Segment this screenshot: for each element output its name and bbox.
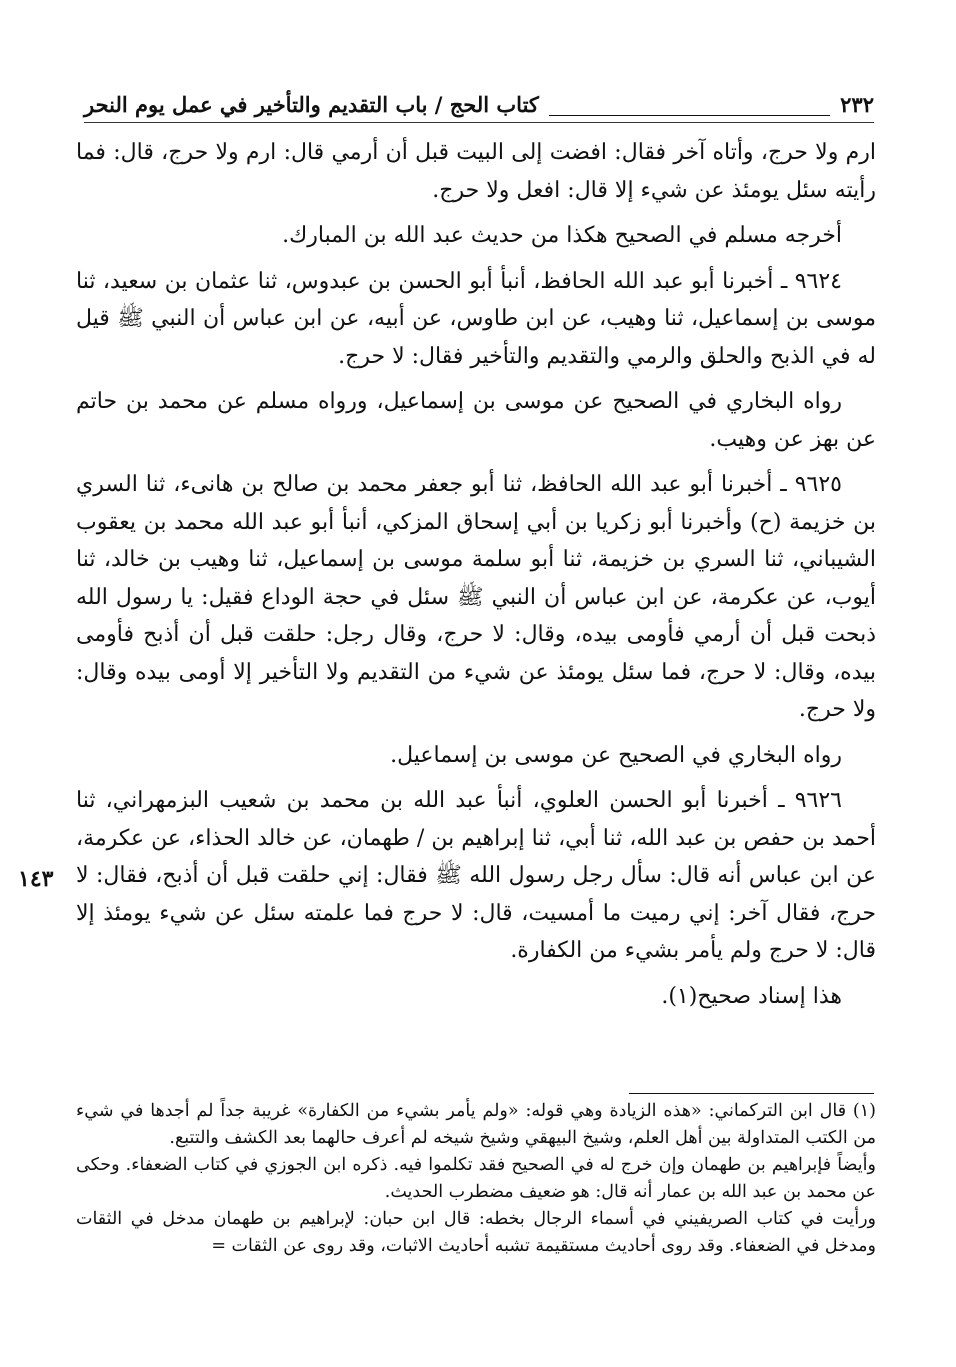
footnote-1-cont-b: ورأيت في كتاب الصريفيني في أسماء الرجال بخطه: قال ابن حبان: لإبراهيم بن طهمان مدخل في الثقات ومدخل في الضعفاء. وقد روى أحاديث مستقيمة تشبه أحاديث الاثبات، وقد روى عن الثقات = xyxy=(76,1209,876,1256)
hadith-9624: ٩٦٢٤ ـ أخبرنا أبو عبد الله الحافظ، أنبأ أبو الحسن بن عبدوس، ثنا عثمان بن سعيد، ثنا موسى بن إسماعيل، ثنا وهيب، عن ابن طاوس، عن أبيه، عن ابن عباس أن النبي ﷺ قيل له في الذبح والحلق والرمي والتقديم والتأخير فقال: لا حرج. xyxy=(76,268,876,369)
paragraph-takhrij-bukhari-1: رواه البخاري في الصحيح عن موسى بن إسماعيل، ورواه مسلم عن محمد بن حاتم عن بهز عن وهيب. xyxy=(76,389,876,452)
page-number: ٢٣٢ xyxy=(840,91,874,117)
footnote-1-cont-a: وأيضاً فإبراهيم بن طهمان وإن خرج له في الصحيح فقد تكلموا فيه. ذكره ابن الجوزي في كتاب الضعفاء. وحكى عن محمد بن عبد الله بن عمار أنه قال: هو ضعيف مضطرب الحديث. xyxy=(76,1155,876,1202)
footnote-1: (١) قال ابن التركماني: «هذه الزيادة وهي قوله: «ولم يأمر بشيء من الكفارة» غريبة جداً لم أجدها في شيء من الكتب المتداولة بين أهل العلم، وشيخ البيهقي وشيخ شيخه لم أعرف حالهما بعد الكشف والتتبع. xyxy=(76,1101,876,1148)
footnote-separator xyxy=(629,1093,874,1094)
footnotes xyxy=(76,1098,876,1260)
paragraph-continuation: ارم ولا حرج، وأتاه آخر فقال: افضت إلى البيت قبل أن أرمي قال: ارم ولا حرج، قال: فما رأيته سئل يومئذ عن شيء إلا قال: افعل ولا حرج. xyxy=(76,140,876,203)
paragraph-isnad-sahih: هذا إسناد صحيح(١). xyxy=(661,983,842,1009)
hadith-9626: ٩٦٢٦ ـ أخبرنا أبو الحسن العلوي، أنبأ عبد الله بن محمد بن شعيب البزمهراني، ثنا أحمد بن حفص بن عبد الله، ثنا أبي، ثنا إبراهيم بن / طهمان، عن خالد الحذاء، عن عكرمة، عن ابن عباس أنه قال: سأل رجل رسول الله ﷺ فقال: إني حلقت قبل أن أذبح، فقال: لا حرج، فقال آخر: إني رميت ما أمسيت، قال: لا حرج فما علمته سئل عن شيء يومئذ إلا قال: لا حرج ولم يأمر بشيء من الكفارة. xyxy=(76,788,876,963)
chapter-title: كتاب الحج / باب التقديم والتأخير في عمل يوم النحر xyxy=(84,91,539,117)
margin-folio-number: ١٤٣ xyxy=(18,866,54,892)
paragraph-takhrij-bukhari-2: رواه البخاري في الصحيح عن موسى بن إسماعيل. xyxy=(390,742,842,768)
header-underline xyxy=(84,122,874,123)
main-text xyxy=(76,134,876,1023)
hadith-9625: ٩٦٢٥ ـ أخبرنا أبو عبد الله الحافظ، ثنا أبو جعفر محمد بن صالح بن هانىء، ثنا السري بن خزيمة (ح) وأخبرنا أبو زكريا بن أبي إسحاق المزكي، أنبأ أبو عبد الله محمد بن يعقوب الشيباني، ثنا السري بن خزيمة، ثنا أبو سلمة موسى بن إسماعيل، ثنا وهيب بن خالد، ثنا أيوب، عن عكرمة، عن ابن عباس أن النبي ﷺ سئل في حجة الوداع فقيل: يا رسول الله ذبحت قبل أن أرمي فأومى بيده، وقال: لا حرج، وقال رجل: حلقت قبل أن أذبح فأومى بيده، وقال: لا حرج، فما سئل يومئذ عن شيء من التقديم ولا التأخير إلا أومى بيده وقال: ولا حرج. xyxy=(76,472,876,722)
paragraph-takhrij-muslim: أخرجه مسلم في الصحيح هكذا من حديث عبد الله بن المبارك. xyxy=(282,223,842,248)
header-dash-rule xyxy=(549,115,830,116)
running-header xyxy=(84,86,874,122)
